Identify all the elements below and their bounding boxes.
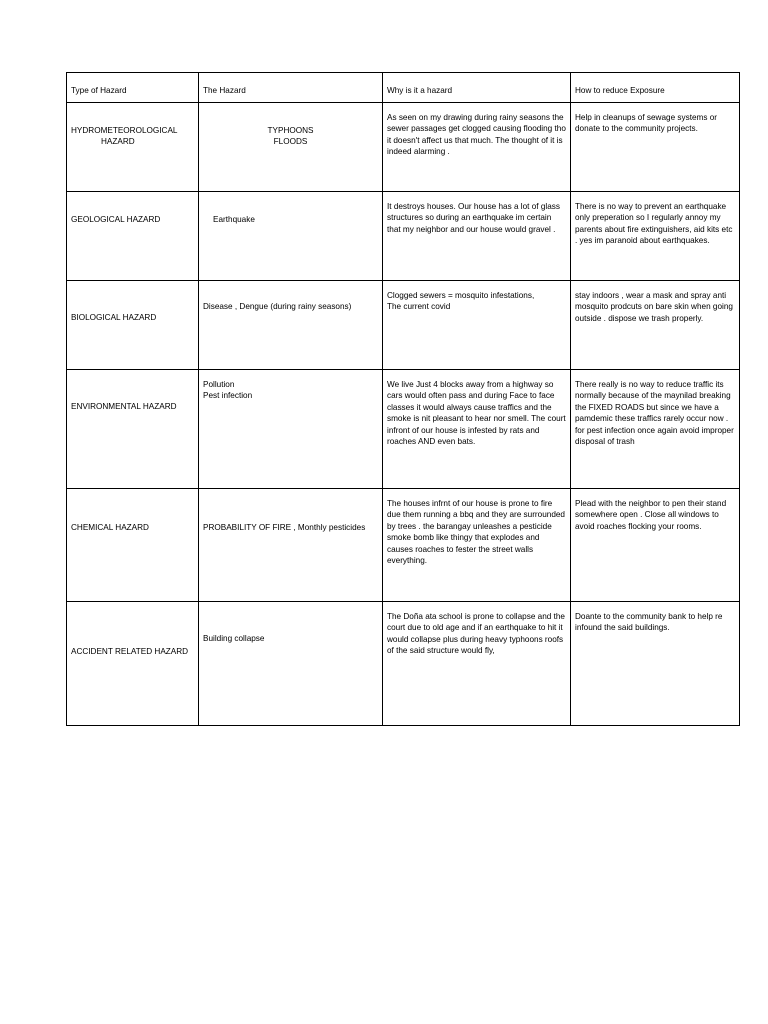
reduce-exposure-cell: Plead with the neighbor to pen their stand somewhere open . Close all windows to avoid roaches flocking your rooms.: [571, 489, 740, 602]
hazard-type-cell: ENVIRONMENTAL HAZARD: [67, 370, 199, 489]
reduce-exposure-cell: There is no way to prevent an earthquake only preperation so I regularly annoy my parents about fire extinguishers, aid kits etc . yes im paranoid about earthquakes.: [571, 192, 740, 281]
hazard-name-cell: Earthquake: [199, 192, 383, 281]
why-hazard-cell: [383, 281, 571, 370]
table-header-row: [67, 73, 740, 103]
hazard-type-cell: CHEMICAL HAZARD: [67, 489, 199, 602]
why-hazard-line: The current covid: [387, 302, 451, 312]
hazard-name-line: FLOODS: [273, 137, 308, 147]
reduce-exposure-cell: There really is no way to reduce traffic its normally because of the maynilad breaking the FIXED ROADS but since we have a pamdemic these traffics rarely occur now . for pest infection once again avoid improper disposal of trash: [571, 370, 740, 489]
table-row: [67, 602, 740, 726]
hazard-name-cell: PROBABILITY OF FIRE , Monthly pesticides: [199, 489, 383, 602]
header-how-to-reduce: How to reduce Exposure: [571, 73, 740, 103]
hazard-name-line: TYPHOONS: [267, 126, 314, 135]
header-why-hazard: Why is it a hazard: [383, 73, 571, 103]
hazard-type-line: HAZARD: [101, 137, 135, 147]
hazard-type-line: HYDROMETEOROLOGICAL: [71, 126, 178, 135]
why-hazard-cell: It destroys houses. Our house has a lot of glass structures so during an earthquake im certain that my neighbor and our house would gravel .: [383, 192, 571, 281]
table-row: [67, 281, 740, 370]
table-row: [67, 192, 740, 281]
reduce-exposure-cell: Doante to the community bank to help re infound the said buildings.: [571, 602, 740, 726]
hazard-name-cell: [199, 103, 383, 192]
why-hazard-cell: We live Just 4 blocks away from a highway so cars would often pass and during Face to face classes it would always cause traffics and the smoke is nit pleasant to hear nor smell. The court infront of our house is infested by rats and roaches AND even bats.: [383, 370, 571, 489]
hazard-name-cell: [199, 370, 383, 489]
why-hazard-cell: The houses infrnt of our house is prone to fire due them running a bbq and they are surrounded by trees . the barangay unleashes a pesticide smoke bomb like thingy that explodes and causes roaches to fester the street walls everything.: [383, 489, 571, 602]
hazard-type-cell: BIOLOGICAL HAZARD: [67, 281, 199, 370]
hazard-name-cell: Disease , Dengue (during rainy seasons): [199, 281, 383, 370]
hazard-type-cell: GEOLOGICAL HAZARD: [67, 192, 199, 281]
reduce-exposure-cell: Help in cleanups of sewage systems or donate to the community projects.: [571, 103, 740, 192]
why-hazard-cell: As seen on my drawing during rainy seasons the sewer passages get clogged causing flooding tho it doesn't affect us that much. The thought of it is indeed alarming .: [383, 103, 571, 192]
table-row: [67, 103, 740, 192]
header-the-hazard: The Hazard: [199, 73, 383, 103]
hazard-type-cell: [67, 103, 199, 192]
why-hazard-line: Clogged sewers = mosquito infestations,: [387, 291, 535, 300]
table-row: [67, 489, 740, 602]
hazard-table: [66, 72, 740, 726]
hazard-name-line: Pollution: [203, 380, 235, 389]
table-row: [67, 370, 740, 489]
hazard-name-cell: Building collapse: [199, 602, 383, 726]
header-type-of-hazard: Type of Hazard: [67, 73, 199, 103]
reduce-exposure-cell: stay indoors , wear a mask and spray anti mosquito prodcuts on bare skin when going outside . dispose we trash properly.: [571, 281, 740, 370]
why-hazard-cell: The Doña ata school is prone to collapse and the court due to old age and if an earthquake to hit it would collapse plus during heavy typhoons roofs of the said structure would fly,: [383, 602, 571, 726]
hazard-name-line: Pest infection: [203, 391, 253, 401]
hazard-type-cell: ACCIDENT RELATED HAZARD: [67, 602, 199, 726]
